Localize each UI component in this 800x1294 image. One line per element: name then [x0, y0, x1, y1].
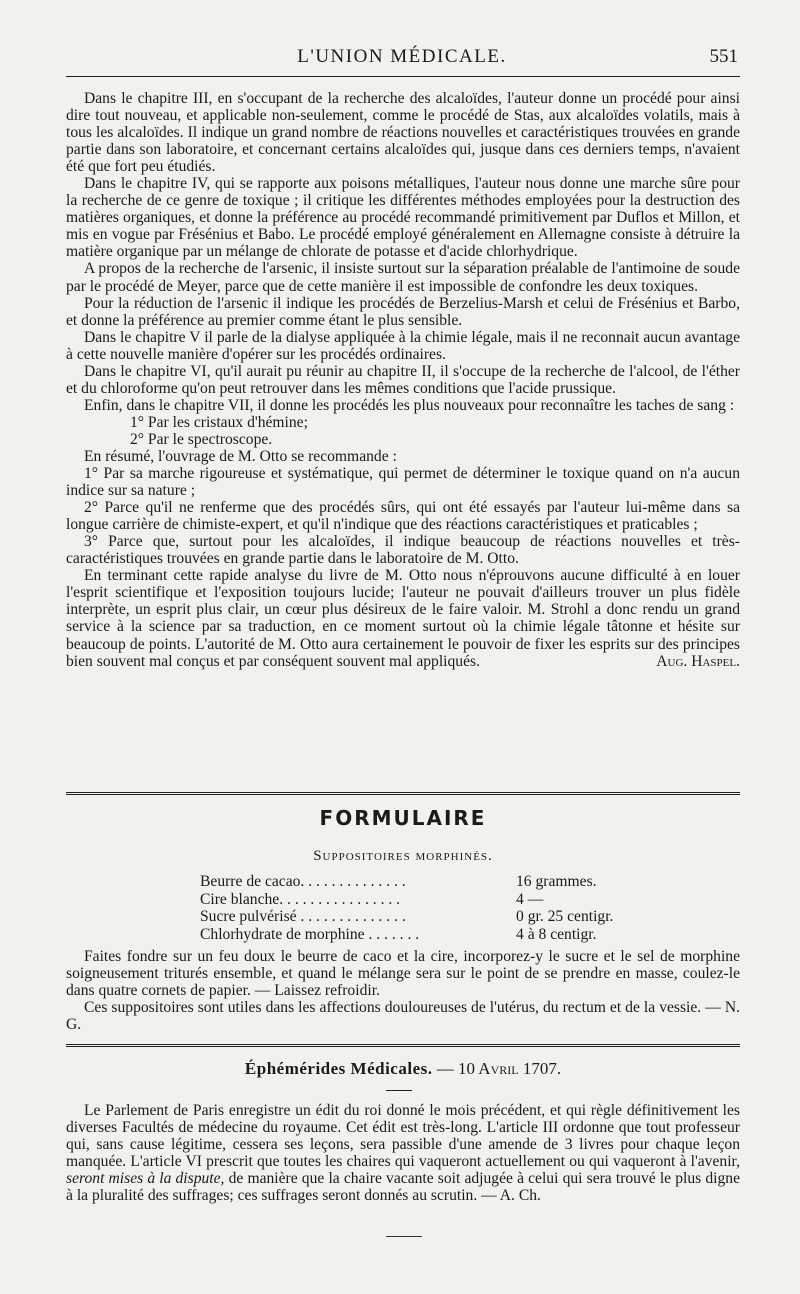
summary-intro: En résumé, l'ouvrage de M. Otto se recommande :	[84, 447, 397, 465]
review-paragraph: A propos de la recherche de l'arsenic, il insiste surtout sur la séparation préalable de l'antimoine de soude par le procédé de Meyer, parce que de cette manière il est impossible de confondre les deux toxiques.	[66, 260, 740, 295]
summary-point: 1° Par sa marche rigoureuse et systématique, qui permet de déterminer le toxique quand on n'a aucun indice sur sa nature ;	[66, 465, 740, 500]
usage-note: Ces suppositoires sont utiles dans les affections douloureuses de l'utérus, du rectum et de la vessie. — N. G.	[66, 999, 740, 1034]
ephemerides-text-part: Le Parlement de Paris enregistre un édit du roi donné le mois précédent, et qui règle définitivement les diverses Facultés de médecine du royaume. Cet édit est très-long. L'article III ordonne que tout professeur qui, sans cause légitime, cessera ses leçons, sera passible d'une amende de 3 livres pour chaque leçon manquée. L'article VI prescrit que toutes les chaires qui vaqueront actuellement ou qui vaqueront à l'avenir,	[66, 1102, 740, 1171]
review-paragraph: Dans le chapitre VI, qu'il aurait pu réunir au chapitre II, il s'occupe de la recherche de l'alcool, de l'éther et du chloroforme qu'on peut retrouver dans les mêmes conditions que l'acide prussique.	[66, 362, 740, 397]
blood-stain-item: 1° Par les cristaux d'hémine;	[130, 413, 308, 431]
book-review	[66, 90, 740, 670]
section-divider	[66, 792, 740, 795]
section-divider	[66, 1044, 740, 1047]
recipe-row	[200, 908, 630, 926]
ephemerides-text-part: de manière que la chaire vacante soit adjugée à celui qui sera trouvé le plus digne à la pluralité des suffrages; ces suffrages seront donnés au scrutin. — A. Ch.	[66, 1170, 740, 1205]
recipe-row	[200, 926, 630, 944]
summary-point: 3° Parce que, surtout pour les alcaloïdes, il indique beaucoup de réactions nouvelles et très-caractéristiques trouvées en grande partie dans le laboratoire de M. Otto.	[66, 533, 740, 568]
ingredient-name: Sucre pulvérisé . . . . . . . . . . . . . .	[200, 908, 406, 925]
heading-dash	[386, 1090, 412, 1091]
journal-title: L'UNION MÉDICALE.	[297, 46, 507, 67]
ephemerides-title: Éphémérides Médicales.	[244, 1059, 433, 1078]
ingredient-quantity: 4 —	[516, 890, 544, 908]
ephemerides-heading	[66, 1059, 740, 1079]
formulaire-subtitle: Suppositoires morphinés.	[313, 848, 493, 864]
footer-rule	[386, 1236, 422, 1237]
recipe-row	[200, 873, 630, 891]
review-signature: Aug. Haspel.	[656, 652, 740, 670]
preparation-instructions: Faites fondre sur un feu doux le beurre de caco et la cire, incorporez-y le sucre et le sel de morphine soigneusement triturés ensemble, et quand le mélange sera sur le point de se prendre en masse, coulez-le dans quatre cornets de papier. — Laissez refroidir.	[66, 948, 740, 1000]
ephemerides-date: — 10 Avril 1707.	[436, 1059, 562, 1078]
ephemerides-paragraph	[66, 1102, 740, 1204]
page-number: 551	[709, 46, 738, 67]
review-paragraph: Dans le chapitre IV, qui se rapporte aux poisons métalliques, l'auteur nous donne une marche sûre pour la recherche de ce genre de toxique ; il critique les différentes méthodes employées pour la destruction des matières organiques, et donne la préférence au procédé recommandé primitivement par Duflos et Millon, et mis en vogue par Frésénius et Babo. Le procédé employé généralement en Allemagne consiste à détruire la matière organique par un mélange de chlorate de potasse et d'acide chlorhydrique.	[66, 175, 740, 261]
ingredient-quantity: 16 grammes.	[516, 873, 597, 890]
ingredient-quantity: 4 à 8 centigr.	[516, 925, 597, 943]
conclusion-paragraph	[66, 567, 740, 669]
review-paragraph: Enfin, dans le chapitre VII, il donne les procédés les plus nouveaux pour reconnaître les taches de sang :	[84, 396, 735, 414]
ingredient-name: Beurre de cacao. . . . . . . . . . . . . .	[200, 873, 406, 890]
blood-stain-item: 2° Par le spectroscope.	[130, 430, 273, 448]
review-paragraph: Pour la réduction de l'arsenic il indique les procédés de Berzelius-Marsh et celui de Frésénius et Barbo, et donne la préférence au premier comme étant le plus sensible.	[66, 294, 740, 329]
ephemerides-text	[66, 1102, 740, 1204]
ingredient-name: Cire blanche. . . . . . . . . . . . . . . .	[200, 890, 401, 908]
ephemerides-italic: seront mises à la dispute,	[66, 1170, 225, 1188]
conclusion-text: En terminant cette rapide analyse du livre de M. Otto nous n'éprouvons aucune difficulté à en louer l'esprit scientifique et l'exposition toujours lucide; l'auteur ne pouvait d'ailleurs trouver un plus fidèle interprète, un esprit plus clair, un cœur plus désireux de le faire valoir. M. Strohl a donc rendu un grand service à la science par sa traduction, en ce moment surtout où la chimie légale tâtonne et hésite sur beaucoup de points. L'autorité de M. Otto aura certainement le pouvoir de fixer les esprits sur des principes bien souvent mal conçus et par conséquent souvent mal appliqués.	[66, 567, 740, 670]
formulaire-text	[66, 948, 740, 1033]
review-paragraph: Dans le chapitre V il parle de la dialyse appliquée à la chimie légale, mais il ne reconnait aucun avantage à cette nouvelle manière d'opérer sur les procédés ordinaires.	[66, 328, 740, 363]
formulaire-title: FORMULAIRE	[319, 806, 487, 830]
page-header	[66, 44, 738, 72]
review-paragraph: Dans le chapitre III, en s'occupant de la recherche des alcaloïdes, l'auteur donne un procédé pour ainsi dire tout nouveau, et applicable non-seulement, comme le procédé de Stas, aux alcaloïdes volatils, mais à tous les alcaloïdes. Il indique un grand nombre de réactions nouvelles et caractéristiques trouvées en grande partie dans son laboratoire, et concernant certains alcaloïdes qui, jusque dans ces derniers temps, n'avaient été que fort peu étudiés.	[66, 90, 740, 176]
recipe-row	[200, 891, 630, 909]
header-rule	[66, 76, 740, 77]
ingredient-quantity: 0 gr. 25 centigr.	[516, 908, 614, 925]
ingredient-name: Chlorhydrate de morphine . . . . . . .	[200, 925, 420, 943]
recipe-list	[200, 873, 630, 943]
summary-point: 2° Parce qu'il ne renferme que des procédés sûrs, qui ont été essayés par l'auteur lui-même dans sa longue carrière de chimiste-expert, et qu'il n'indique que des réactions caractéristiques et praticables ;	[66, 499, 740, 534]
